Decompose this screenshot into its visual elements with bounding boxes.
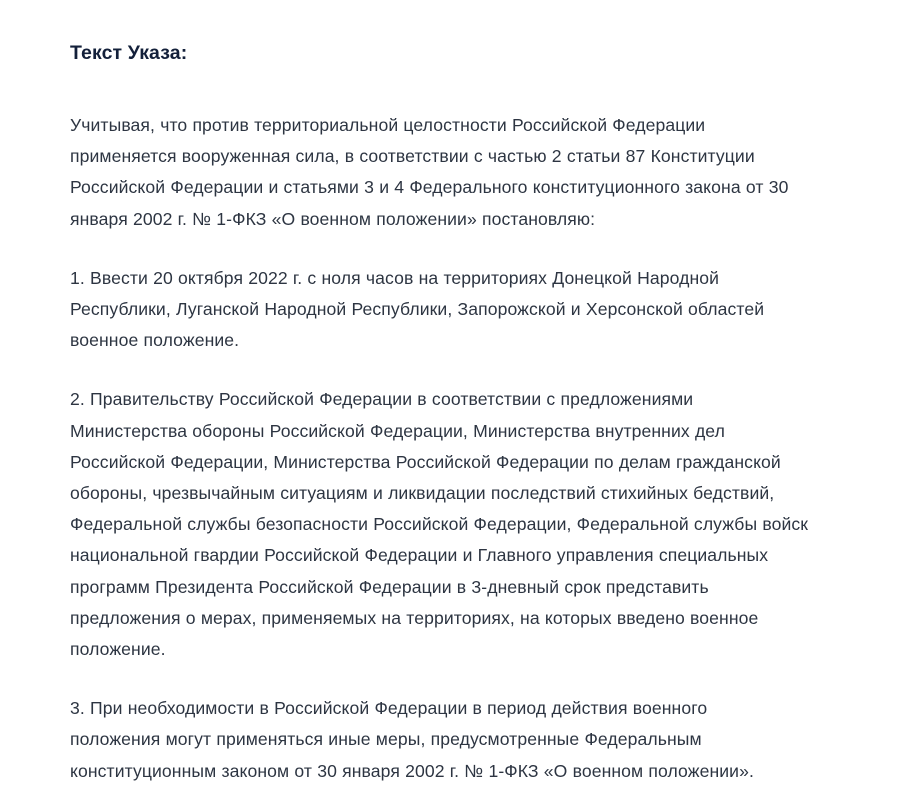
- decree-paragraph-item-1: 1. Ввести 20 октября 2022 г. с ноля часов на территориях Донецкой Народной Республики, Луганской Народной Республики, Запорожской и Херсонской областей военное положение.: [70, 267, 765, 351]
- decree-paragraph-item-3: 3. При необходимости в Российской Федерации в период действия военного положения могут применяться иные меры, предусмотренные Федеральным конституционным законом от 30 января 2002 г. № 1-ФКЗ «О военном положении».: [70, 698, 754, 781]
- page-title: Текст Указа:: [70, 42, 188, 64]
- decree-paragraph-item-2: 2. Правительству Российской Федерации в соответствии с предложениями Министерства обороны Российской Федерации, Министерства внутренних дел Российской Федерации, Министерства Российской Федерации по делам гражданской обороны, чрезвычайным ситуациям и ликвидации последствий стихийных бедствий, Федеральной службы безопасности Российской Федерации, Федеральной службы войск национальной гвардии Российской Федерации и Главного управления специальных программ Президента Российской Федерации в 3-дневный срок представить предложения о мерах, применяемых на территориях, на которых введено военное положение.: [70, 389, 809, 660]
- decree-paragraph-preamble: Учитывая, что против территориальной целостности Российской Федерации применяется вооруженная сила, в соответствии с частью 2 статьи 87 Конституции Российской Федерации и статьями 3 и 4 Федерального конституционного закона от 30 января 2002 г. № 1-ФКЗ «О военном положении» постановляю:: [70, 115, 789, 229]
- document-content: [70, 40, 812, 787]
